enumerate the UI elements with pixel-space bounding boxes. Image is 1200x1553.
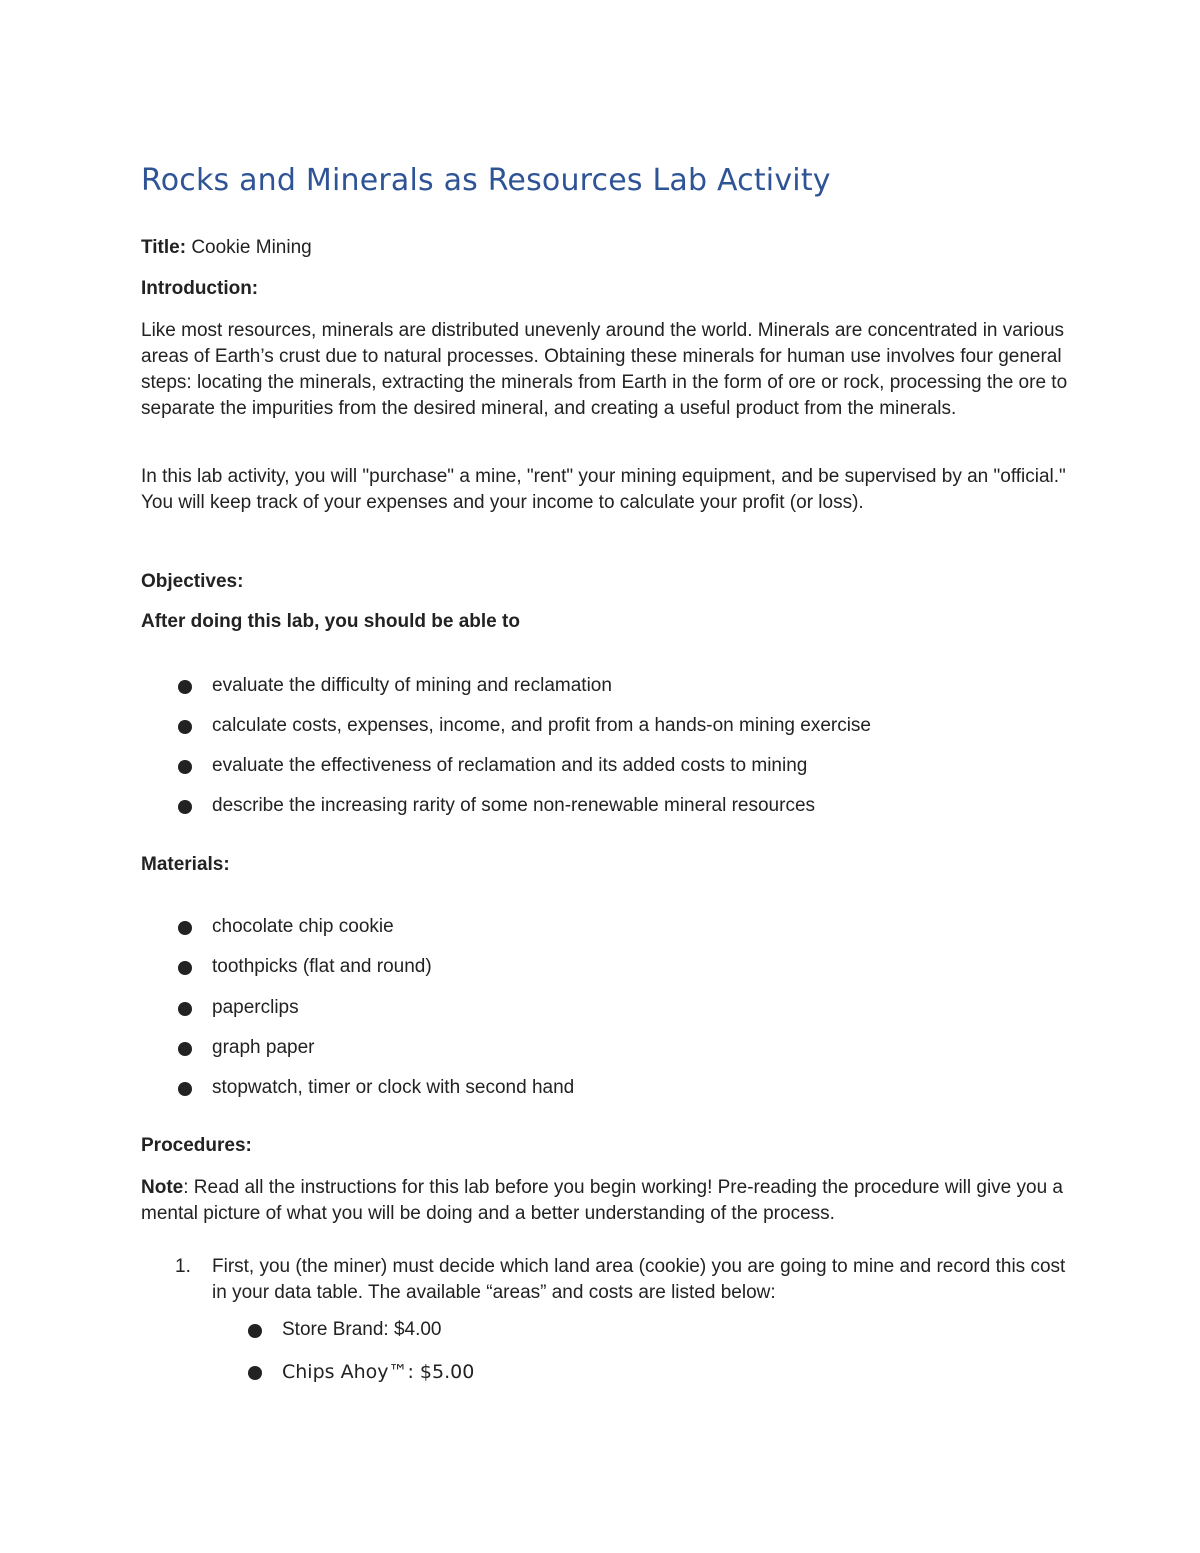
title-label: Title:: [141, 237, 187, 258]
bullet-icon: [178, 1042, 192, 1056]
note-paragraph: [141, 1175, 1071, 1227]
list-item: paperclips: [212, 997, 299, 1019]
bullet-icon: [178, 1002, 192, 1016]
list-item: stopwatch, timer or clock with second hand: [212, 1077, 574, 1099]
objectives-heading: Objectives:: [141, 571, 244, 592]
objectives-lead: After doing this lab, you should be able to: [141, 611, 520, 632]
step-number: 1.: [175, 1256, 191, 1277]
note-text: : Read all the instructions for this lab before you begin working! Pre-reading the procedure will give you a mental picture of what you will be doing and a better understanding of the process.: [141, 1177, 1063, 1224]
bullet-icon: [178, 800, 192, 814]
document-title: Rocks and Minerals as Resources Lab Activity: [141, 163, 831, 198]
materials-heading: Materials:: [141, 854, 230, 875]
list-item: calculate costs, expenses, income, and profit from a hands-on mining exercise: [212, 715, 871, 737]
list-item: toothpicks (flat and round): [212, 956, 432, 978]
bullet-icon: [178, 1082, 192, 1096]
title-line: [141, 237, 312, 259]
list-item: evaluate the difficulty of mining and reclamation: [212, 675, 612, 697]
list-item: Store Brand: $4.00: [282, 1319, 442, 1341]
introduction-heading: Introduction:: [141, 278, 259, 299]
list-item: Chips Ahoy™: $5.00: [282, 1361, 474, 1383]
bullet-icon: [178, 720, 192, 734]
bullet-icon: [178, 760, 192, 774]
bullet-icon: [178, 921, 192, 935]
procedures-heading: Procedures:: [141, 1135, 252, 1156]
introduction-paragraph-1: Like most resources, minerals are distributed unevenly around the world. Minerals are concentrated in various areas of Earth’s crust due to natural processes. Obtaining these minerals for human use involves four general steps: locating the minerals, extracting the minerals from Earth in the form of ore or rock, processing the ore to separate the impurities from the desired mineral, and creating a useful product from the minerals.: [141, 320, 1068, 419]
bullet-icon: [248, 1324, 262, 1338]
step-text: First, you (the miner) must decide which land area (cookie) you are going to mine and record this cost in your data table. The available “areas” and costs are listed below:: [212, 1256, 1066, 1303]
list-item: evaluate the effectiveness of reclamation and its added costs to mining: [212, 755, 807, 777]
note-label: Note: [141, 1177, 184, 1198]
bullet-icon: [248, 1366, 262, 1380]
list-item: chocolate chip cookie: [212, 916, 394, 938]
list-item: graph paper: [212, 1037, 314, 1059]
title-value: Cookie Mining: [191, 237, 312, 258]
introduction-paragraph-2: In this lab activity, you will "purchase" a mine, "rent" your mining equipment, and be supervised by an "official." You will keep track of your expenses and your income to calculate your profit (or loss).: [141, 466, 1066, 513]
bullet-icon: [178, 961, 192, 975]
bullet-icon: [178, 680, 192, 694]
list-item: describe the increasing rarity of some non-renewable mineral resources: [212, 795, 815, 817]
